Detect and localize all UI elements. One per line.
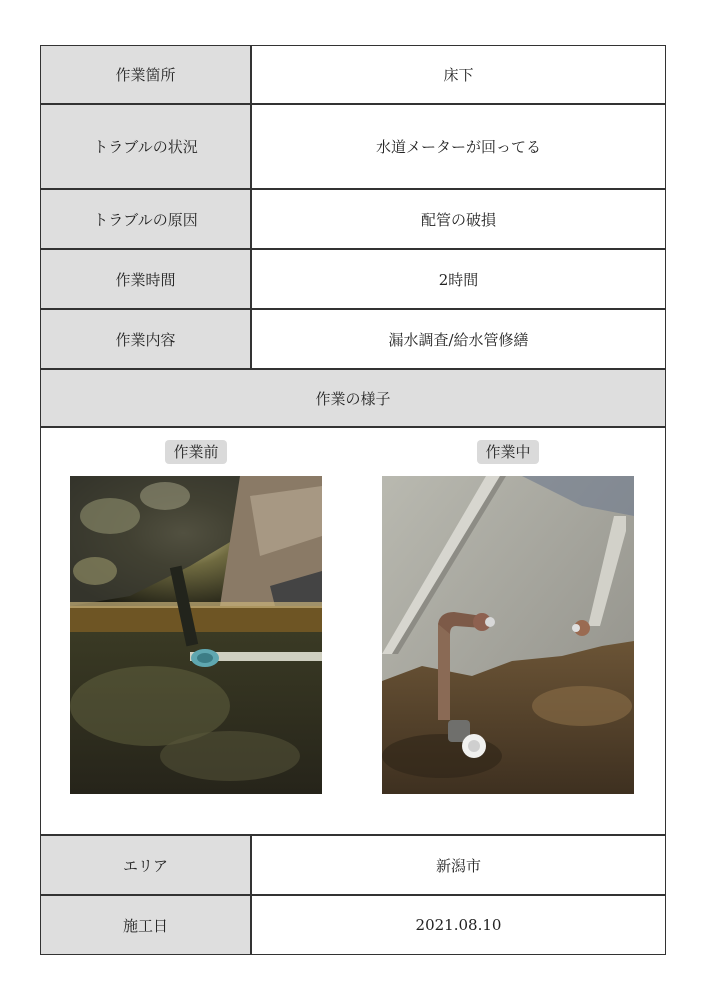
row-area [41, 836, 665, 896]
work-photos-header: 作業の様子 [41, 370, 665, 428]
row-work-time [41, 250, 665, 310]
work-content-label: 作業内容 [41, 310, 252, 368]
row-work-location [41, 46, 665, 105]
row-construction-date [41, 896, 665, 954]
work-content-value: 漏水調査/給水管修繕 [252, 310, 665, 368]
before-work-photo [70, 476, 322, 794]
area-label: エリア [41, 836, 252, 894]
construction-date-label: 施工日 [41, 896, 252, 954]
during-photo-label: 作業中 [477, 440, 538, 464]
row-trouble-cause [41, 190, 665, 250]
trouble-status-label: トラブルの状況 [41, 105, 252, 188]
construction-date-value: 2021.08.10 [252, 896, 665, 954]
trouble-cause-value: 配管の破損 [252, 190, 665, 248]
work-time-value: 2時間 [252, 250, 665, 308]
work-report-table [40, 45, 666, 955]
work-time-label: 作業時間 [41, 250, 252, 308]
before-photo-block [70, 440, 322, 794]
work-location-label: 作業箇所 [41, 46, 252, 103]
trouble-cause-label: トラブルの原因 [41, 190, 252, 248]
during-photo-block [382, 440, 634, 794]
during-work-photo [382, 476, 634, 794]
row-work-content [41, 310, 665, 370]
work-photos [41, 428, 665, 836]
row-trouble-status [41, 105, 665, 190]
trouble-status-value: 水道メーターが回ってる [252, 105, 665, 188]
work-location-value: 床下 [252, 46, 665, 103]
area-value: 新潟市 [252, 836, 665, 894]
before-photo-label: 作業前 [165, 440, 226, 464]
